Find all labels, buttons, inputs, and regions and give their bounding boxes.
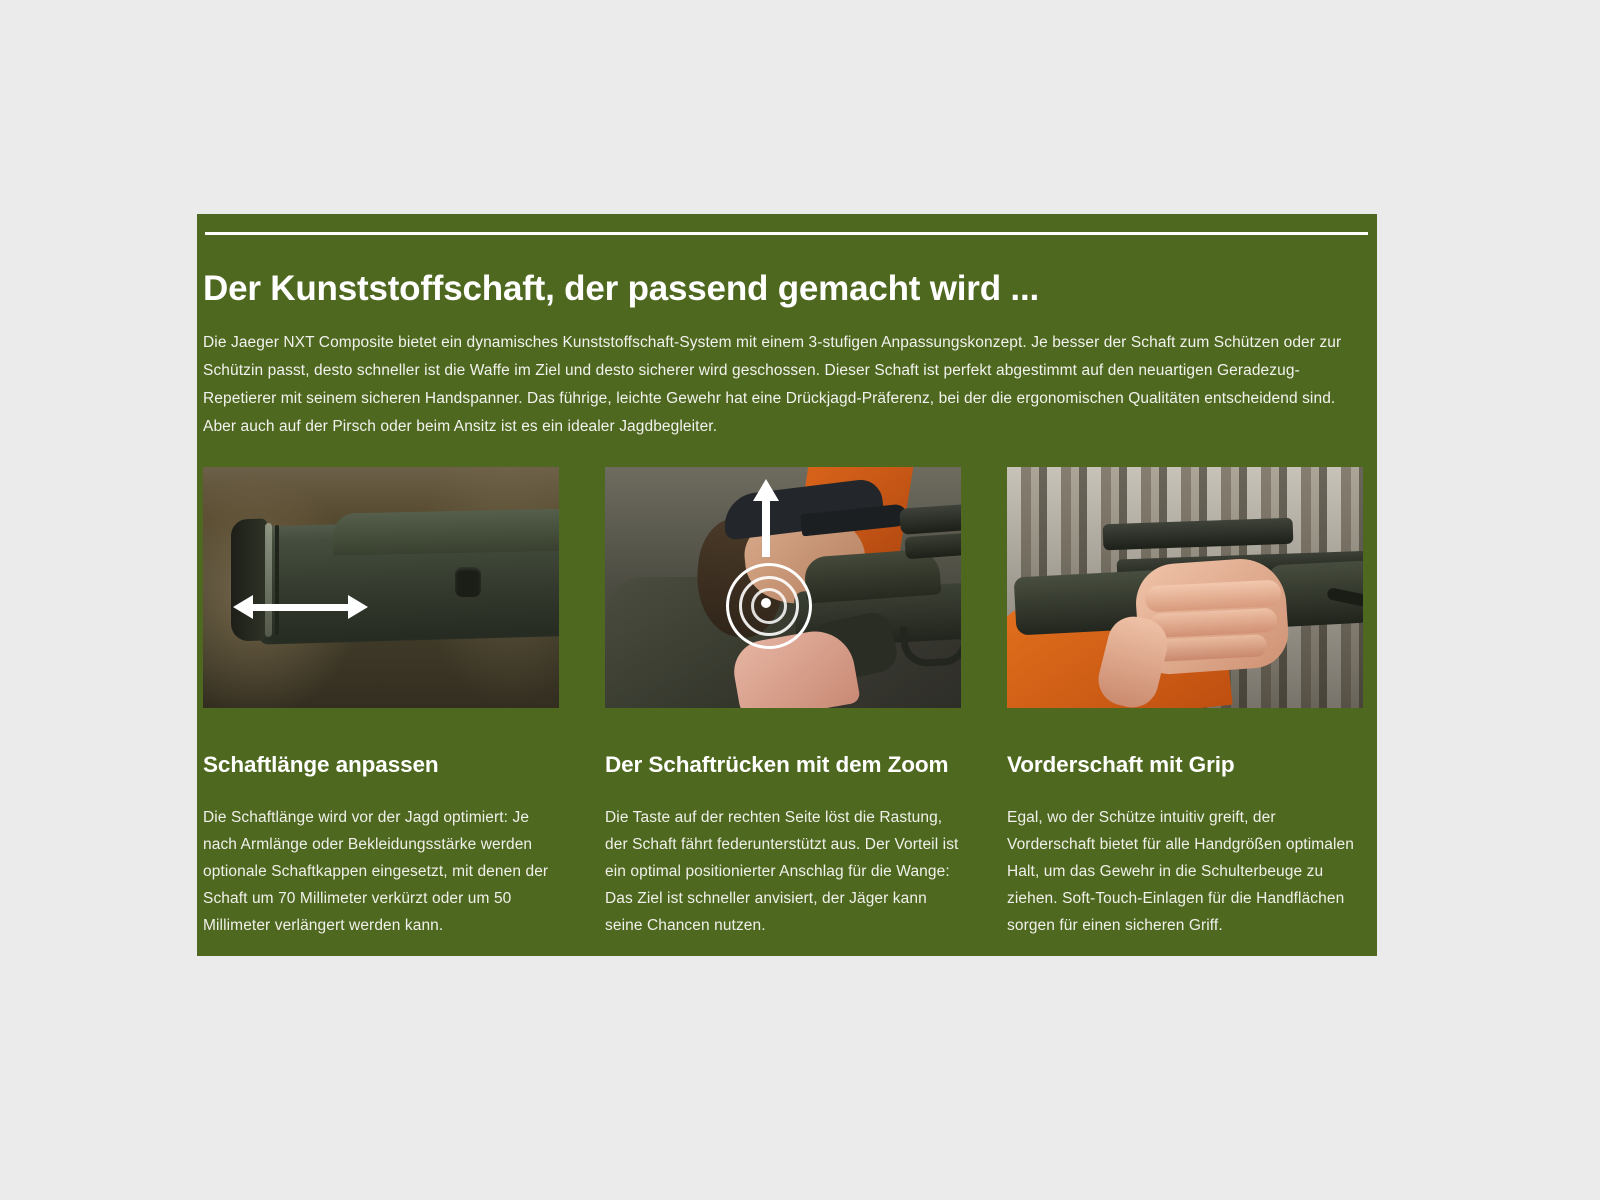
target-center-dot-icon	[761, 598, 771, 608]
intro-paragraph: Die Jaeger NXT Composite bietet ein dynamisches Kunststoffschaft-System mit einem 3-stufigen Anpassungskonzept. Je besser der Schaft zum Schützen oder zur Schützin passt, desto schneller ist die Waffe im Ziel und desto sicherer wird geschossen. Dieser Schaft ist perfekt abgestimmt auf den neuartigen Geradezug-Repetierer mit seinem sicheren Handspanner. Das führige, leichte Gewehr hat eine Drückjagd-Präferenz, bei der die ergonomischen Qualitäten entscheidend sind. Aber auch auf der Pirsch oder beim Ansitz ist es ein idealer Jagdbegleiter.	[203, 333, 1342, 435]
feature-body-1: Die Schaftlänge wird vor der Jagd optimiert: Je nach Armlänge oder Bekleidungsstärke werden optionale Schaftkappen eingesetzt, mit denen der Schaft um 70 Millimeter verkürzt oder um 50 Millimeter verlängert werden kann.	[203, 809, 549, 934]
arrow-up-icon	[753, 479, 779, 557]
page-title: Der Kunststoffschaft, der passend gemacht wird ...	[203, 269, 1039, 309]
feature-image-1	[203, 467, 559, 708]
feature-title-2: Der Schaftrücken mit dem Zoom	[605, 752, 949, 777]
arrow-shaft	[250, 604, 351, 611]
feature-image-3	[1007, 467, 1363, 708]
photo1-butt-pad	[231, 518, 267, 641]
feature-column-2	[605, 467, 961, 955]
feature-body-3: Egal, wo der Schütze intuitiv greift, der Vorderschaft bietet für alle Handgrößen optimalen Halt, um das Gewehr in die Schulterbeuge zu ziehen. Soft-Touch-Einlagen für die Handflächen sorgen für einen sicheren Griff.	[1007, 809, 1354, 934]
feature-title-3: Vorderschaft mit Grip	[1007, 752, 1235, 777]
feature-column-1	[203, 467, 559, 955]
panel-top-divider	[205, 232, 1368, 235]
feature-image-2	[605, 467, 961, 708]
feature-title-1: Schaftlänge anpassen	[203, 752, 439, 777]
photo1-butt-spacer	[265, 523, 272, 637]
arrow-right-tip	[348, 595, 368, 619]
arrow-up-shaft	[762, 499, 770, 557]
arrow-up-tip	[753, 479, 779, 501]
feature-column-3	[1007, 467, 1363, 955]
double-arrow-horizontal-icon	[233, 595, 368, 619]
feature-body-2: Die Taste auf der rechten Seite löst die Rastung, der Schaft fährt federunterstützt aus. Der Vorteil ist ein optimal positionierter Anschlag für die Wange: Das Ziel ist schneller anvisiert, der Jäger kann seine Chancen nutzen.	[605, 809, 959, 934]
photo1-stock-comb	[333, 508, 559, 555]
photo1-release-button	[455, 567, 481, 597]
